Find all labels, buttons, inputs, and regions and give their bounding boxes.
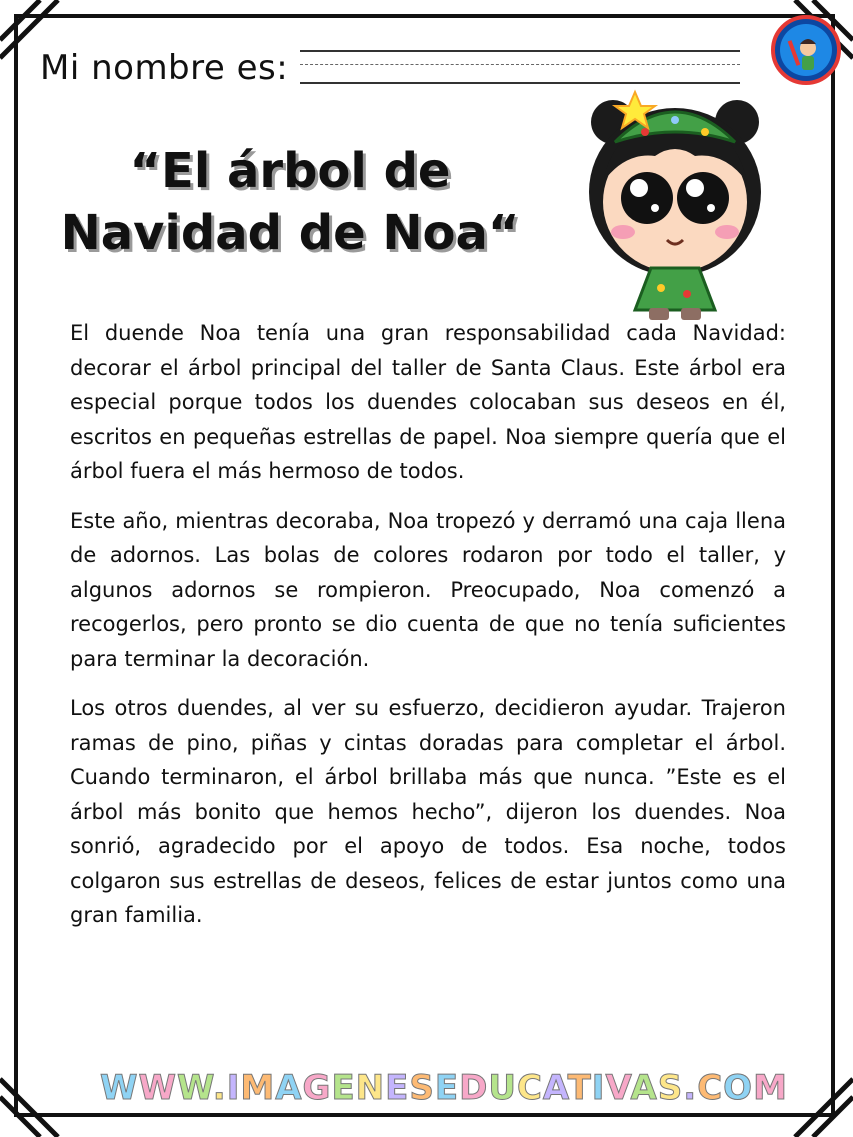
title-line-2: Navidad de Noa“ xyxy=(60,205,520,261)
story-text xyxy=(70,316,786,948)
corner-stripes-icon xyxy=(793,1077,853,1137)
story-paragraph-2: Este año, mientras decoraba, Noa tropezó y derramó una caja llena de adornos. Las bolas de colores rodaron por todo el taller, y algunos adornos se rompieron. Preocupado, Noa comenzó a recogerlos, pero pronto se dio cuenta de que no tenía suficientes para terminar la decoración. xyxy=(70,508,786,671)
name-row xyxy=(40,48,288,88)
corner-stripes-icon xyxy=(0,1077,60,1137)
story-title xyxy=(40,140,540,264)
christmas-girl-character-icon xyxy=(575,82,775,322)
name-label: Mi nombre es: xyxy=(40,48,289,88)
story-paragraph-3: Los otros duendes, al ver su esfuerzo, decidieron ayudar. Trajeron ramas de pino, piñas y cintas doradas para completar el árbol. Cuando terminaron, el árbol brillaba más que nunca. ”Este es el árbol más bonito que hemos hecho”, dijeron los duendes. Noa sonrió, agradecido por el apoyo de todos. Esa noche, todos colgaron sus estrellas de deseos, felices de estar juntos como una gran familia. xyxy=(70,696,786,927)
title-line-1: “El árbol de xyxy=(129,143,451,199)
footer-url-text: WWW.IMAGENESEDUCATIVAS.COM xyxy=(100,1068,788,1108)
teacher-logo-icon xyxy=(770,14,842,86)
footer-url xyxy=(100,1068,788,1108)
story-paragraph-1: El duende Noa tenía una gran responsabilidad cada Navidad: decorar el árbol principal del taller de Santa Claus. Este árbol era especial porque todos los duendes colocaban sus deseos en él, escritos en pequeñas estrellas de papel. Noa siempre quería que el árbol fuera el más hermoso de todos. xyxy=(70,321,786,483)
